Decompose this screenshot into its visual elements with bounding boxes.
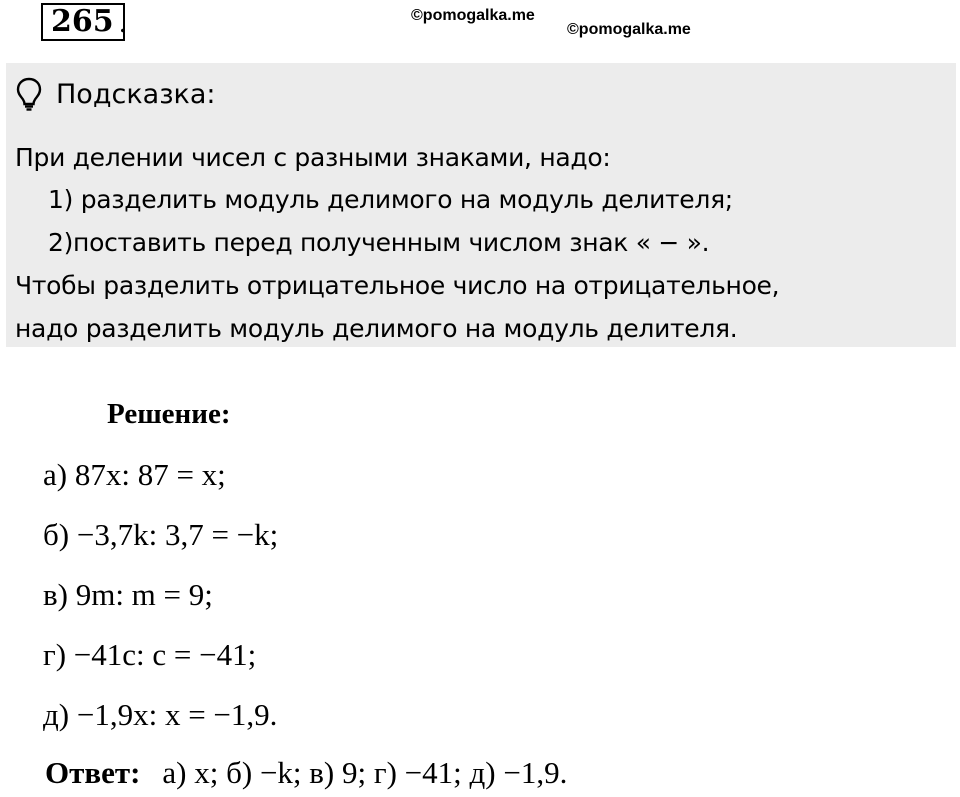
watermark-1: ©pomogalka.me	[411, 7, 535, 24]
hint-line: надо разделить модуль делимого на модуль делителя.	[15, 314, 738, 343]
solution-line: в) 9m: m = 9;	[43, 577, 213, 612]
task-number-dot: .	[119, 6, 127, 39]
answer-label: Ответ:	[45, 755, 141, 790]
solution-line: г) −41c: c = −41;	[43, 637, 257, 672]
task-number-box	[41, 3, 125, 41]
hint-line: Чтобы разделить отрицательное число на отрицательное,	[15, 271, 780, 300]
solution-line: б) −3,7k: 3,7 = −k;	[43, 517, 279, 552]
answer-text: а) x; б) −k; в) 9; г) −41; д) −1,9.	[162, 755, 568, 790]
hint-line: 1) разделить модуль делимого на модуль делителя;	[48, 185, 733, 214]
lightbulb-icon	[16, 77, 42, 111]
task-number: 265	[51, 4, 114, 39]
hint-header	[16, 76, 216, 112]
hint-line: При делении чисел с разными знаками, надо:	[15, 143, 611, 172]
watermark-2: ©pomogalka.me	[567, 21, 691, 38]
hint-title: Подсказка:	[56, 78, 216, 110]
solution-line: д) −1,9x: x = −1,9.	[43, 697, 278, 732]
hint-line: 2)поставить перед полученным числом знак « − ».	[48, 228, 710, 257]
solution-line: а) 87x: 87 = x;	[43, 457, 226, 492]
answer-line	[45, 755, 567, 791]
solution-title: Решение:	[107, 398, 231, 430]
